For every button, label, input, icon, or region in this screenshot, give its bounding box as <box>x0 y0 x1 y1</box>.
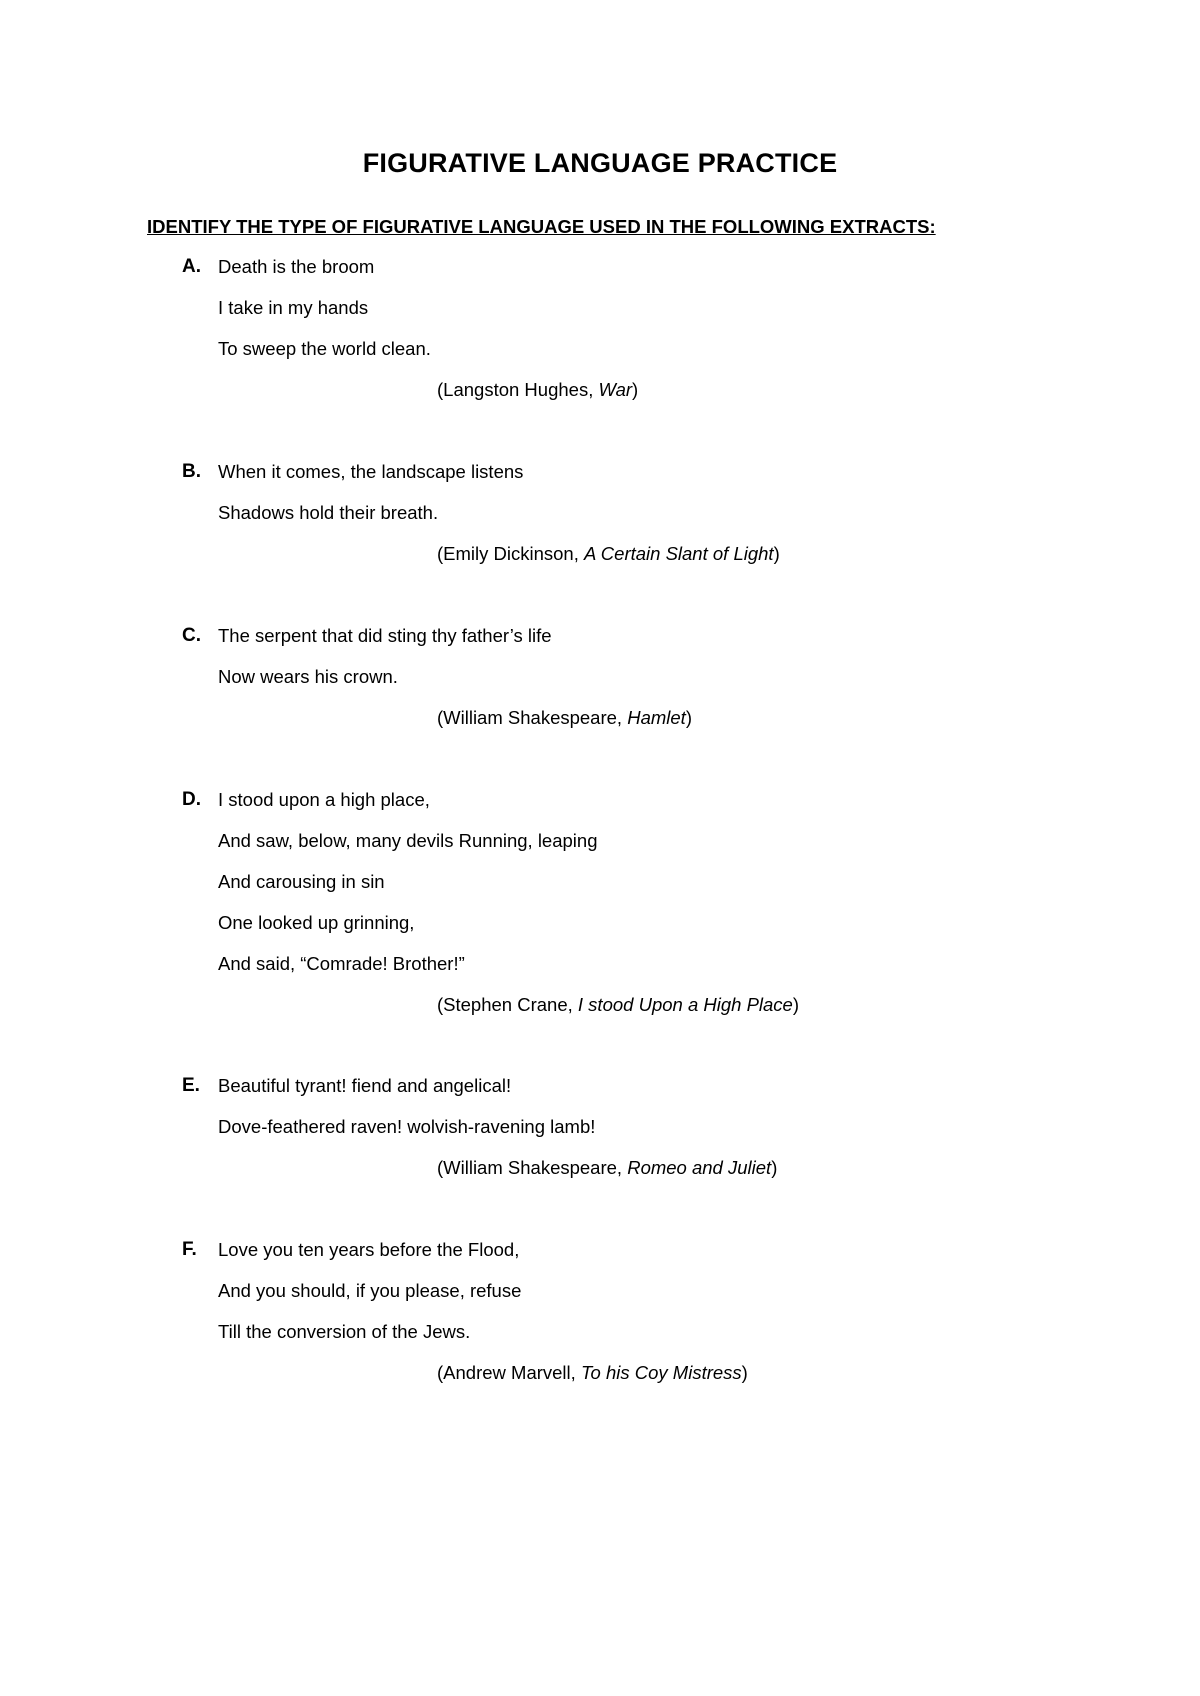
source-close: ) <box>771 1157 778 1178</box>
source-close: ) <box>632 379 639 400</box>
source-author: (William Shakespeare, <box>437 707 628 728</box>
source-close: ) <box>773 543 780 564</box>
extract-letter: D. <box>182 789 201 810</box>
extract-source <box>437 379 638 401</box>
extract-line: I stood upon a high place, <box>218 789 430 810</box>
extract-line: Shadows hold their breath. <box>218 502 439 523</box>
extract-source <box>437 707 692 729</box>
extract-letter: F. <box>182 1239 197 1260</box>
extract-source <box>437 1362 748 1384</box>
extract-line: Now wears his crown. <box>218 666 398 687</box>
source-author: (Stephen Crane, <box>437 994 578 1015</box>
source-work: Romeo and Juliet <box>627 1157 772 1178</box>
extract-line: Dove-feathered raven! wolvish-ravening lamb! <box>218 1116 596 1137</box>
extract-line: And saw, below, many devils Running, leaping <box>218 830 598 851</box>
extract-letter: B. <box>182 461 201 482</box>
extract-line: The serpent that did sting thy father’s life <box>218 625 552 646</box>
source-work: To his Coy Mistress <box>580 1362 742 1383</box>
extract-line: Beautiful tyrant! fiend and angelical! <box>218 1075 512 1096</box>
extract-line: To sweep the world clean. <box>218 338 431 359</box>
source-work: A Certain Slant of Light <box>584 543 774 564</box>
extract-line: When it comes, the landscape listens <box>218 461 524 482</box>
extract-letter: A. <box>182 256 201 277</box>
source-work: I stood Upon a High Place <box>577 994 793 1015</box>
extract-line: I take in my hands <box>218 297 369 318</box>
extract-source <box>437 543 780 565</box>
source-close: ) <box>685 707 692 728</box>
extract-line: And carousing in sin <box>218 871 385 892</box>
extract-line: And said, “Comrade! Brother!” <box>218 953 465 974</box>
page-title: FIGURATIVE LANGUAGE PRACTICE <box>362 148 838 178</box>
source-work: War <box>598 379 633 400</box>
extract-source <box>437 994 799 1016</box>
source-author: (William Shakespeare, <box>437 1157 628 1178</box>
extract-line: And you should, if you please, refuse <box>218 1280 522 1301</box>
source-work: Hamlet <box>627 707 686 728</box>
source-close: ) <box>741 1362 748 1383</box>
extract-letter: E. <box>182 1075 200 1096</box>
source-author: (Langston Hughes, <box>437 379 599 400</box>
extract-line: Till the conversion of the Jews. <box>218 1321 471 1342</box>
extract-line: Love you ten years before the Flood, <box>218 1239 520 1260</box>
extract-source <box>437 1157 777 1179</box>
extract-line: Death is the broom <box>218 256 375 277</box>
instructions-heading: IDENTIFY THE TYPE OF FIGURATIVE LANGUAGE USED IN THE FOLLOWING EXTRACTS: <box>147 216 936 237</box>
extract-line: One looked up grinning, <box>218 912 415 933</box>
extract-letter: C. <box>182 625 201 646</box>
source-author: (Andrew Marvell, <box>437 1362 581 1383</box>
source-close: ) <box>792 994 800 1015</box>
source-author: (Emily Dickinson, <box>437 543 584 564</box>
